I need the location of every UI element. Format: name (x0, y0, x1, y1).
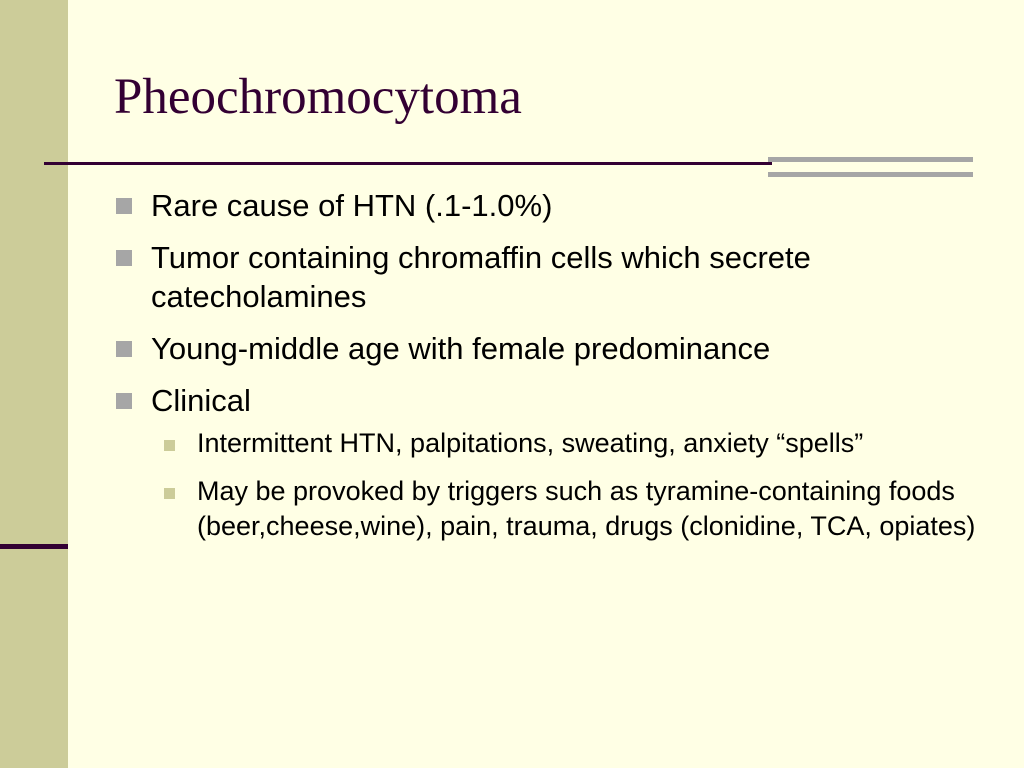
bullet-text: Tumor containing chromaffin cells which secrete catecholamines (151, 240, 811, 314)
bullet-text: Clinical (151, 383, 251, 418)
sub-bullet-text: May be provoked by triggers such as tyramine-containing foods (beer,cheese,wine), pain, trauma, drugs (clonidine, TCA, opiates) (197, 476, 976, 541)
sub-bullet-text: Intermittent HTN, palpitations, sweating, anxiety “spells” (197, 428, 864, 458)
bullet-text: Rare cause of HTN (.1-1.0%) (151, 188, 553, 223)
bullet-item-tumor (114, 238, 994, 316)
sub-bullet-list (161, 426, 994, 544)
decorative-bar-bottom (768, 172, 973, 177)
square-bullet-icon (116, 393, 132, 409)
decorative-bar-top (768, 157, 973, 162)
left-decorative-band (0, 0, 68, 768)
bullet-item-clinical (114, 381, 994, 544)
small-square-bullet-icon (164, 440, 175, 451)
square-bullet-icon (116, 250, 132, 266)
bullet-item-age (114, 329, 994, 368)
square-bullet-icon (116, 341, 132, 357)
small-square-bullet-icon (164, 488, 175, 499)
slide-title: Pheochromocytoma (114, 69, 522, 125)
title-underline (44, 162, 772, 165)
bullet-text: Young-middle age with female predominance (151, 331, 771, 366)
sub-bullet-item-triggers (161, 474, 994, 544)
left-accent-line (0, 544, 68, 549)
square-bullet-icon (116, 198, 132, 214)
bullet-item-rare-cause (114, 186, 994, 225)
bullet-list (114, 186, 994, 557)
sub-bullet-item-symptoms (161, 426, 994, 461)
